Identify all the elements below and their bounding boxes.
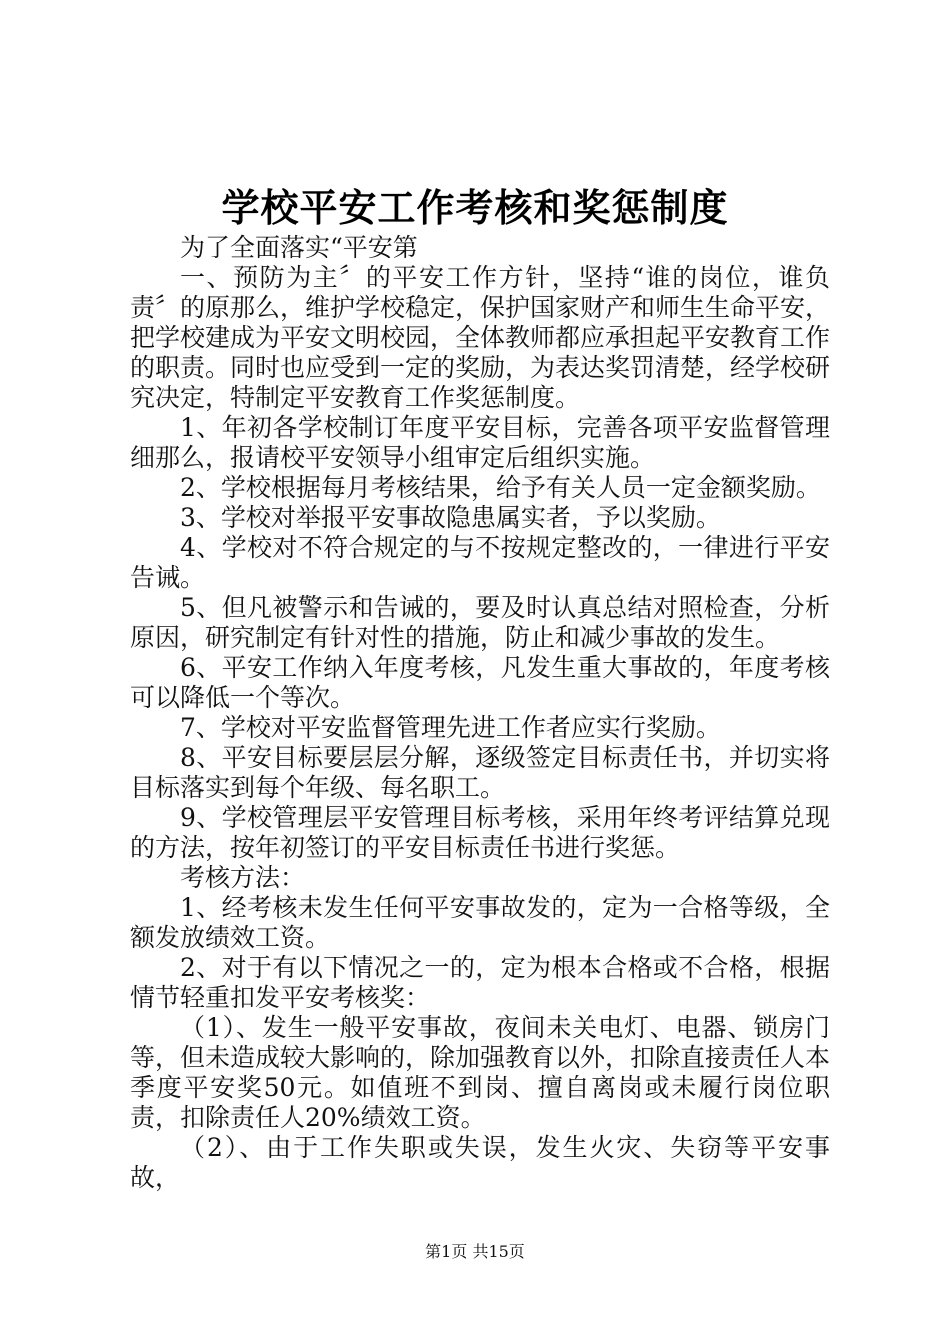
paragraph: 一、预防为主〞的平安工作方针，坚持“谁的岗位，谁负责〞的原那么，维护学校稳定，保护国家财产和师生生命平安，把学校建成为平安文明校园，全体教师都应承担起平安教育工作的职责。同时也应受到一定的奖励，为表达奖罚清楚，经学校研究决定，特制定平安教育工作奖惩制度。: [130, 263, 831, 412]
paragraph: 为了全面落实“平安第: [180, 233, 418, 262]
paragraph: 3、学校对举报平安事故隐患属实者，予以奖励。: [180, 503, 721, 532]
paragraph: 1、经考核未发生任何平安事故发的，定为一合格等级，全额发放绩效工资。: [130, 893, 830, 952]
document-title: 学校平安工作考核和奖惩制度: [221, 185, 729, 230]
page-footer: 第1页 共15页: [425, 1242, 525, 1261]
paragraph: 9、学校管理层平安管理目标考核，采用年终考评结算兑现的方法，按年初签订的平安目标责任书进行奖惩。: [130, 803, 830, 862]
paragraph: 8、平安目标要层层分解，逐级签定目标责任书，并切实将目标落实到每个年级、每名职工。: [130, 743, 830, 802]
paragraph: 1、年初各学校制订年度平安目标，完善各项平安监督管理细那么，报请校平安领导小组审定后组织实施。: [130, 413, 830, 472]
paragraph: 2、学校根据每月考核结果，给予有关人员一定金额奖励。: [180, 473, 821, 502]
paragraph: 7、学校对平安监督管理先进工作者应实行奖励。: [180, 713, 721, 742]
paragraph: （2）、由于工作失职或失误，发生火灾、失窃等平安事故，: [130, 1133, 830, 1192]
paragraph: 考核方法：: [180, 863, 306, 892]
paragraph: 5、但凡被警示和告诫的，要及时认真总结对照检查，分析原因，研究制定有针对性的措施，防止和减少事故的发生。: [130, 593, 830, 652]
paragraph: 2、对于有以下情况之一的，定为根本合格或不合格，根据情节轻重扣发平安考核奖：: [130, 953, 830, 1012]
document-body: [130, 233, 830, 1193]
paragraph: （1）、发生一般平安事故，夜间未关电灯、电器、锁房门等，但未造成较大影响的，除加强教育以外，扣除直接责任人本季度平安奖50元。如值班不到岗、擅自离岗或未履行岗位职责，扣除责任人20%绩效工资。: [130, 1013, 831, 1132]
paragraph: 4、学校对不符合规定的与不按规定整改的，一律进行平安告诫。: [130, 533, 830, 592]
paragraph: 6、平安工作纳入年度考核，凡发生重大事故的，年度考核可以降低一个等次。: [130, 653, 830, 712]
